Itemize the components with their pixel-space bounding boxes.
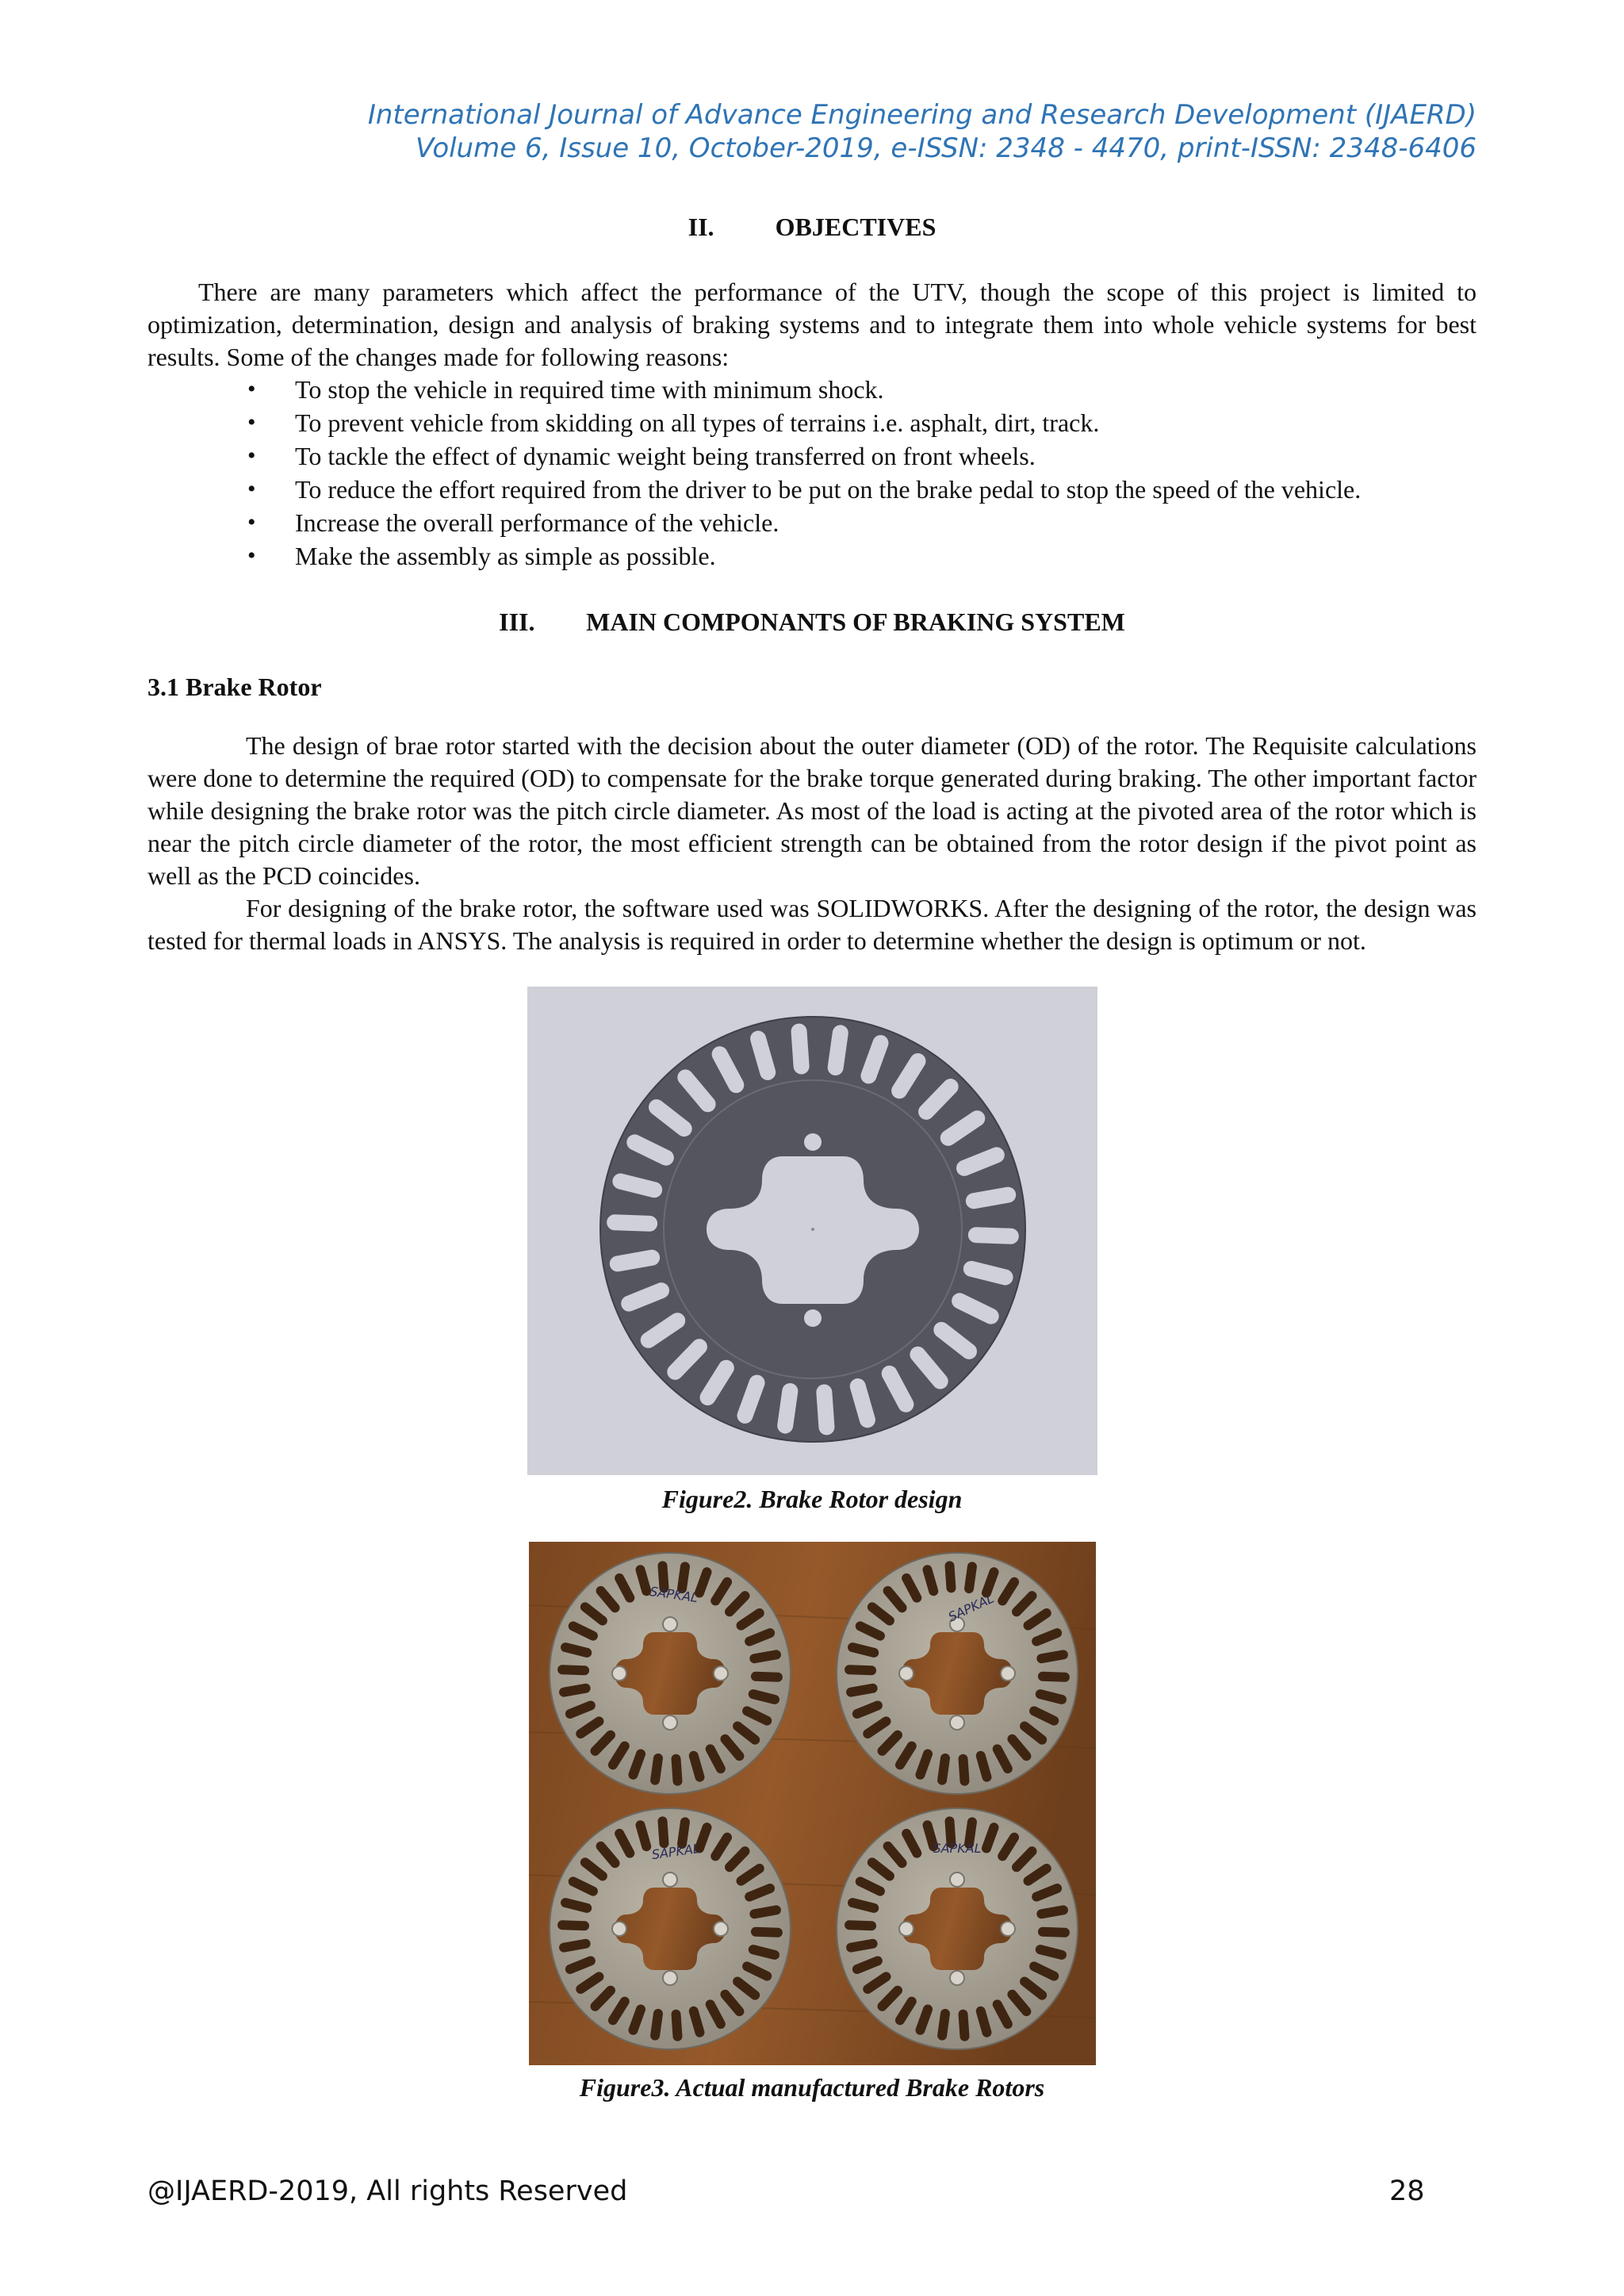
objectives-intro-paragraph: There are many parameters which affect the performance of the UTV, though the scope of this project is limited to optimization, determination, design and analysis of braking systems and to integrate them into whole vehicle systems for best results. Some of the changes made for following reasons: — [147, 278, 1477, 371]
list-item: • Increase the overall performance of the vehicle. — [147, 506, 1477, 539]
list-item: • To reduce the effort required from the driver to be put on the brake pedal to stop the speed of the vehicle. — [147, 473, 1477, 506]
objectives-list — [147, 373, 1477, 573]
journal-title: International Journal of Advance Engineering and Research Development (IJAERD) — [367, 99, 1477, 131]
section-heading-main-components — [0, 606, 1624, 638]
journal-volume-info: Volume 6, Issue 10, October-2019, e-ISSN: 2348 - 4470, print-ISSN: 2348-6406 — [416, 132, 1477, 164]
bullet-icon: • — [247, 509, 256, 535]
rotor-marking: SAPKAL — [649, 1583, 699, 1606]
section-title: OBJECTIVES — [775, 213, 936, 241]
bullet-icon: • — [247, 542, 256, 569]
list-item: • To prevent vehicle from skidding on all types of terrains i.e. asphalt, dirt, track. — [147, 406, 1477, 439]
bullet-icon: • — [247, 476, 256, 502]
section-number: III. — [499, 608, 535, 636]
figure-3-caption: Figure3. Actual manufactured Brake Rotors — [579, 2073, 1045, 2102]
rotor-marking: SAPKAL — [650, 1840, 701, 1863]
section-title: MAIN COMPONANTS OF BRAKING SYSTEM — [586, 608, 1125, 636]
rotor-marking: SAPKAL — [945, 1590, 997, 1625]
list-item: • To tackle the effect of dynamic weight being transferred on front wheels. — [147, 439, 1477, 473]
list-item: • Make the assembly as simple as possible. — [147, 539, 1477, 573]
section-heading-objectives — [0, 211, 1624, 243]
figure-2-caption: Figure2. Brake Rotor design — [661, 1485, 963, 1513]
bullet-icon: • — [247, 443, 256, 469]
subsection-heading-brake-rotor: 3.1 Brake Rotor — [147, 673, 322, 701]
brake-rotor-paragraph-2: For designing of the brake rotor, the software used was SOLIDWORKS. After the designing of the rotor, the design was tested for thermal loads in ANSYS. The analysis is required in order to determine whether the design is optimum or not. — [147, 894, 1477, 955]
bullet-icon: • — [247, 409, 256, 435]
section-number: II. — [688, 213, 714, 241]
footer-copyright: @IJAERD-2019, All rights Reserved — [147, 2175, 628, 2207]
figure-brake-rotor-design — [527, 987, 1097, 1475]
rotor-cad-image — [527, 987, 1097, 1475]
rotors-photo-image — [529, 1542, 1096, 2065]
bullet-icon: • — [247, 376, 256, 402]
page-number: 28 — [1389, 2175, 1425, 2207]
list-item: • To stop the vehicle in required time with minimum shock. — [147, 373, 1477, 406]
rotor-marking: SAPKAL — [933, 1841, 982, 1856]
figure-manufactured-rotors — [529, 1542, 1096, 2065]
brake-rotor-paragraph-1: The design of brae rotor started with the decision about the outer diameter (OD) of the rotor. The Requisite calculations were done to determine the required (OD) to compensate for the brake torque generated during braking. The other important factor while designing the brake rotor was the pitch circle diameter. As most of the load is acting at the pivoted area of the rotor which is near the pitch circle diameter of the rotor, the most efficient strength can be obtained from the rotor design if the pivot point as well as the PCD coincides. — [147, 731, 1477, 890]
